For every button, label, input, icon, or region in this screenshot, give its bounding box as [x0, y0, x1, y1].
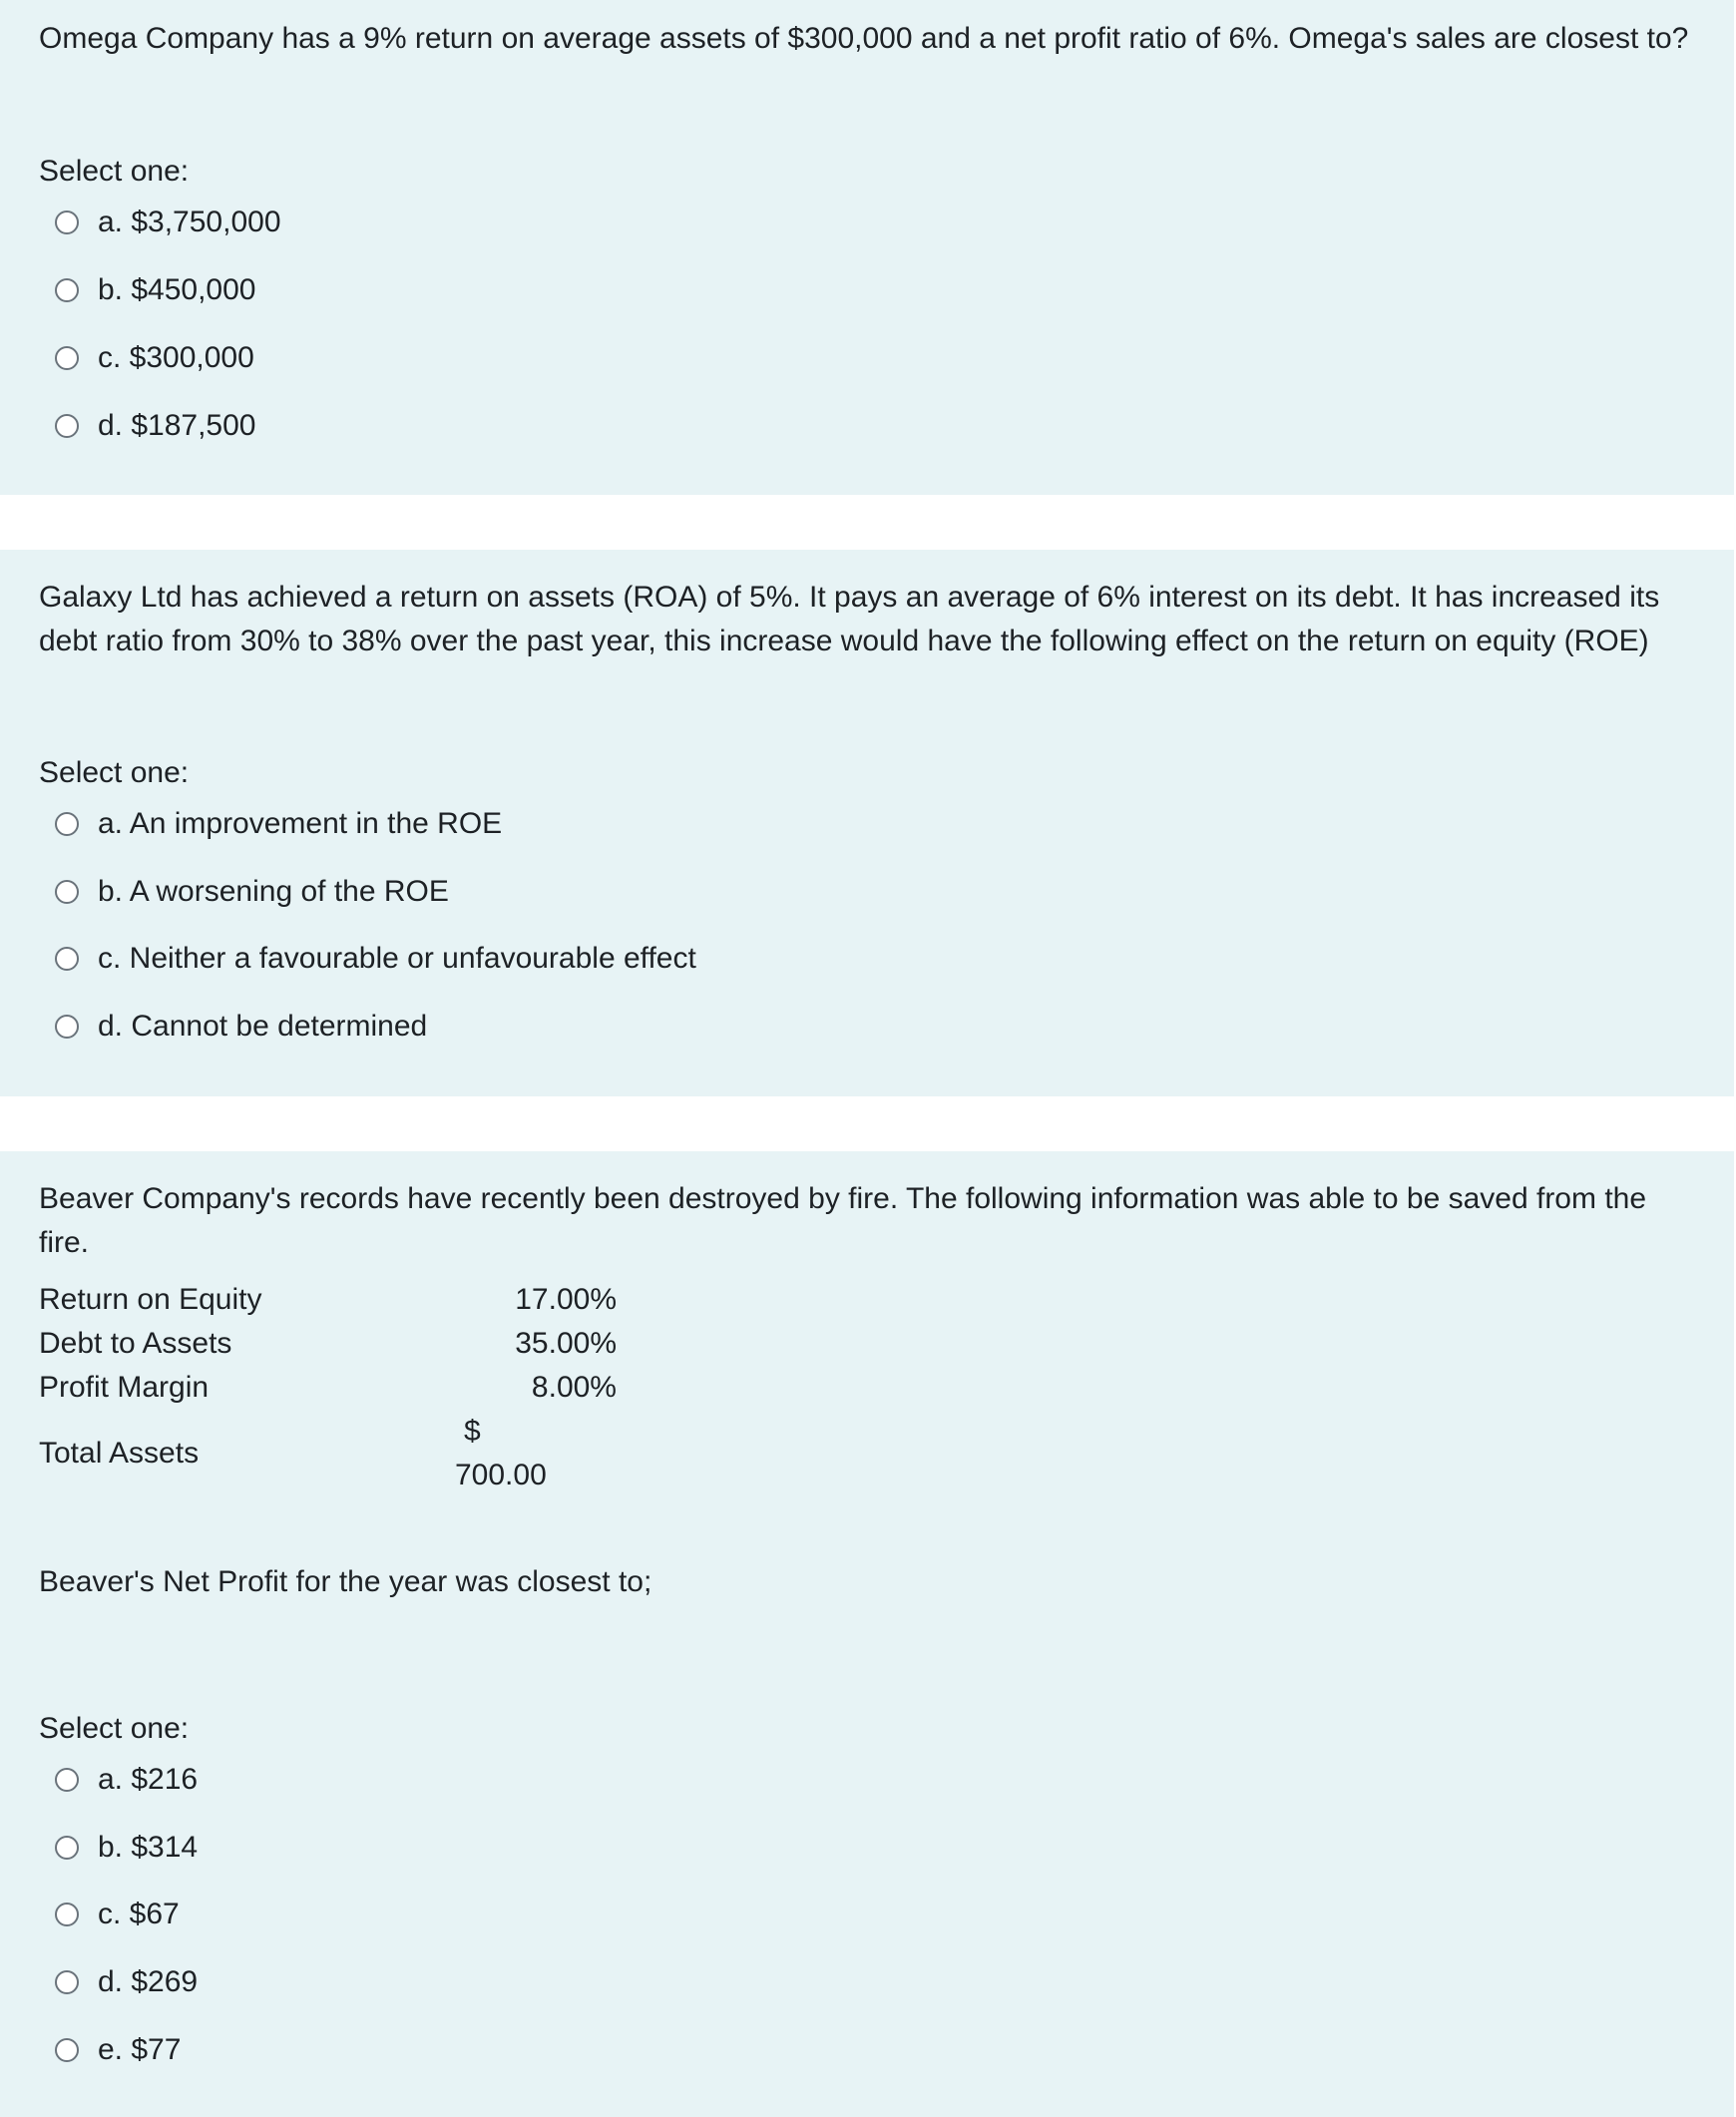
answer-option-e[interactable]: [55, 2028, 181, 2072]
info-label-return-on-equity: Return on Equity: [39, 1283, 262, 1316]
question-text: Omega Company has a 9% return on average assets of $300,000 and a net profit ratio of 6%. Omega's sales are closest to?: [39, 22, 1689, 55]
answer-option-b[interactable]: [55, 870, 449, 914]
info-value-debt-to-assets: 35.00%: [515, 1327, 617, 1360]
question-prompt: Beaver's Net Profit for the year was closest to;: [39, 1565, 652, 1598]
answer-label: d. $187,500: [98, 409, 256, 442]
answer-label: b. A worsening of the ROE: [98, 875, 449, 908]
answer-label: c. $67: [98, 1898, 180, 1930]
answer-option-d[interactable]: [55, 404, 255, 448]
answer-option-c[interactable]: [55, 1893, 180, 1936]
select-one-label: Select one:: [39, 1712, 190, 1745]
question-card-galaxy: [0, 550, 1734, 1096]
answer-option-a[interactable]: [55, 802, 502, 846]
select-one-label: Select one:: [39, 155, 190, 188]
answer-option-a[interactable]: [55, 201, 281, 244]
answer-option-c[interactable]: [55, 336, 254, 380]
answer-label: d. $269: [98, 1965, 199, 1998]
radio-button[interactable]: [55, 1970, 79, 1994]
radio-button[interactable]: [55, 1015, 79, 1039]
answer-option-b[interactable]: [55, 1826, 198, 1870]
info-label-total-assets: Total Assets: [39, 1437, 200, 1470]
question-card-omega: [0, 0, 1734, 495]
info-value-total-assets: 700.00: [455, 1459, 547, 1491]
question-text: Galaxy Ltd has achieved a return on assets (ROA) of 5%. It pays an average of 6% interest on its debt. It has increased its debt ratio from 30% to 38% over the past year, this increase would have the following effect on the return on equity (ROE): [39, 581, 1660, 657]
answer-option-d[interactable]: [55, 1005, 427, 1049]
answer-label: b. $314: [98, 1831, 199, 1864]
answer-label: c. Neither a favourable or unfavourable effect: [98, 942, 696, 975]
select-one-label: Select one:: [39, 756, 190, 789]
radio-button[interactable]: [55, 1903, 79, 1926]
info-value-profit-margin: 8.00%: [531, 1371, 617, 1404]
radio-button[interactable]: [55, 1768, 79, 1792]
info-label-debt-to-assets: Debt to Assets: [39, 1327, 232, 1360]
radio-button[interactable]: [55, 278, 79, 302]
info-currency-total-assets: $: [464, 1415, 481, 1448]
radio-button[interactable]: [55, 812, 79, 836]
answer-option-b[interactable]: [55, 268, 255, 312]
radio-button[interactable]: [55, 880, 79, 904]
answer-label: a. $216: [98, 1763, 199, 1796]
info-value-return-on-equity: 17.00%: [515, 1283, 617, 1316]
radio-button[interactable]: [55, 2038, 79, 2062]
answer-option-d[interactable]: [55, 1960, 198, 2004]
answer-label: d. Cannot be determined: [98, 1010, 428, 1043]
radio-button[interactable]: [55, 346, 79, 370]
answer-label: a. $3,750,000: [98, 206, 281, 238]
info-label-profit-margin: Profit Margin: [39, 1371, 210, 1404]
radio-button[interactable]: [55, 414, 79, 438]
radio-button[interactable]: [55, 1836, 79, 1860]
answer-label: b. $450,000: [98, 273, 256, 306]
question-card-beaver: [0, 1151, 1734, 2117]
answer-label: e. $77: [98, 2033, 182, 2066]
answer-option-a[interactable]: [55, 1758, 198, 1802]
radio-button[interactable]: [55, 947, 79, 971]
question-text: Beaver Company's records have recently been destroyed by fire. The following information was able to be saved from the fire.: [39, 1182, 1647, 1259]
radio-button[interactable]: [55, 211, 79, 234]
answer-option-c[interactable]: [55, 937, 696, 981]
answer-label: c. $300,000: [98, 341, 254, 374]
answer-label: a. An improvement in the ROE: [98, 807, 503, 840]
